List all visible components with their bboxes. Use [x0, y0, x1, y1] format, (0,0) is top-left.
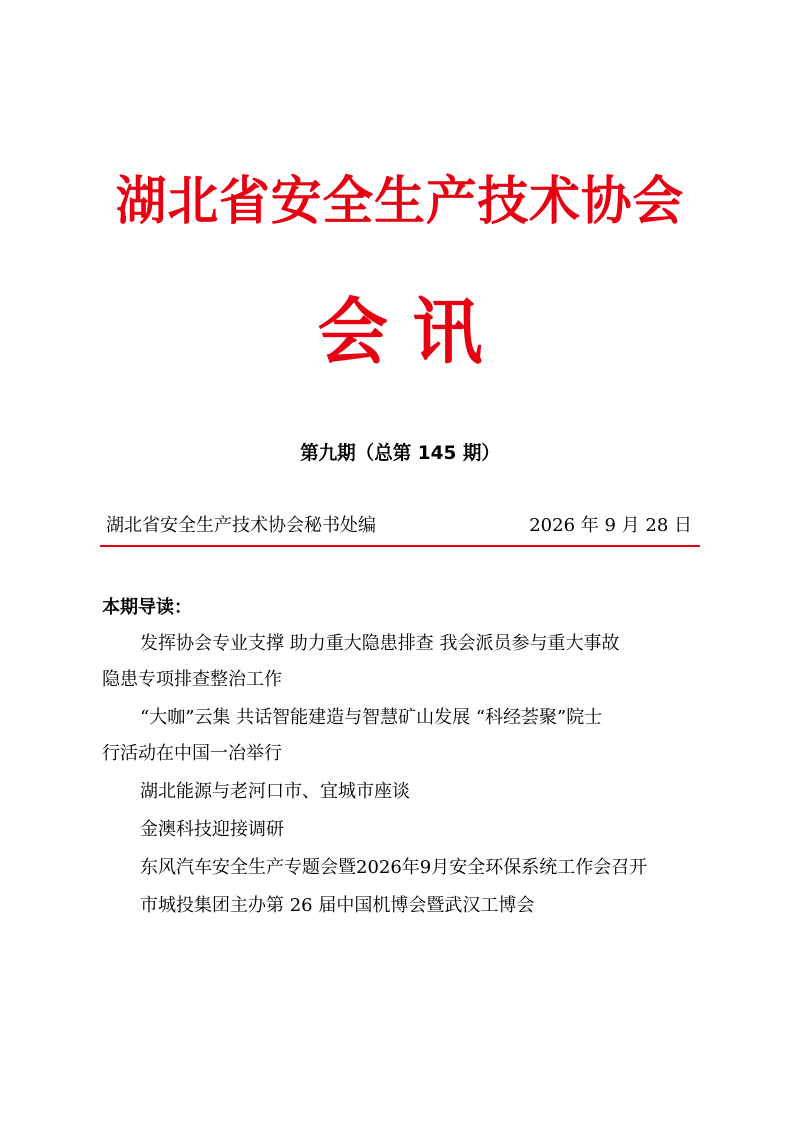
red-divider — [100, 545, 700, 547]
toc-item-5: 东风汽车安全生产专题会暨2026年9月安全环保系统工作会召开 — [140, 857, 648, 878]
toc-item-1-line-1: 发挥协会专业支撑 助力重大隐患排查 我会派员参与重大事故 — [140, 633, 620, 654]
toc-item-6: 市城投集团主办第 26 届中国机博会暨武汉工博会 — [140, 895, 535, 916]
toc-heading: 本期导读： — [102, 597, 192, 618]
toc-item-2-line-2: 行活动在中国一冶举行 — [102, 743, 282, 764]
toc-item-1-line-2: 隐患专项排查整治工作 — [102, 669, 282, 690]
toc-item-3: 湖北能源与老河口市、宜城市座谈 — [140, 781, 410, 802]
publication-date: 2026 年 9 月 28 日 — [529, 515, 692, 536]
org-title: 湖北省安全生产技术协会 — [115, 171, 685, 232]
bulletin-name: 会 讯 — [317, 290, 483, 374]
toc-item-2-line-1: “大咖”云集 共话智能建造与智慧矿山发展 “科经荟聚”院士 — [140, 707, 603, 728]
issue-number: 第九期（总第 145 期） — [300, 442, 500, 464]
editor-line: 湖北省安全生产技术协会秘书处编 — [106, 515, 376, 536]
toc-item-4: 金澳科技迎接调研 — [140, 819, 284, 840]
